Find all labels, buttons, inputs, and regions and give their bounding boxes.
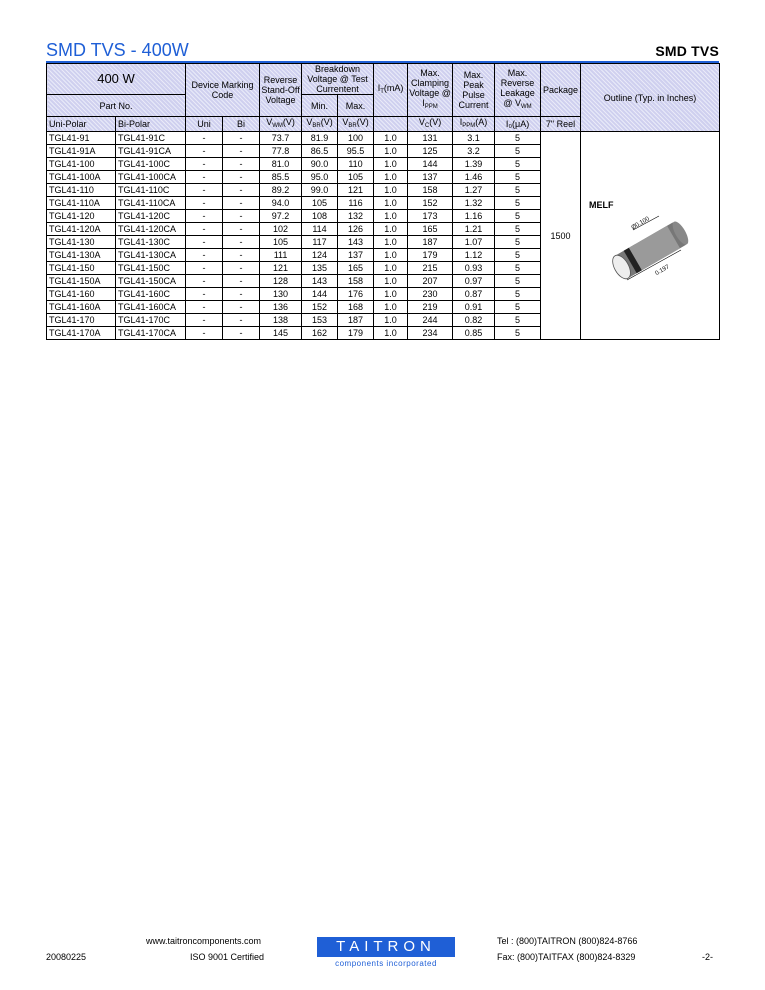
cell-marking-bi: - — [223, 210, 260, 223]
cell-ir: 5 — [495, 327, 541, 340]
unit-ir: I₀(μA) — [495, 117, 541, 132]
cell-vbr-min: 153 — [302, 314, 338, 327]
cell-bi-polar-part: TGL41-150CA — [116, 275, 186, 288]
cell-vc: 179 — [408, 249, 453, 262]
cell-vbr-max: 179 — [338, 327, 374, 340]
cell-ippm: 0.82 — [453, 314, 495, 327]
cell-it: 1.0 — [374, 327, 408, 340]
cell-marking-bi: - — [223, 132, 260, 145]
table-row — [47, 132, 720, 145]
cell-it: 1.0 — [374, 314, 408, 327]
footer-date: 20080225 — [46, 952, 87, 962]
cell-vc: 234 — [408, 327, 453, 340]
outline-drawing-cell — [581, 132, 720, 340]
footer-website[interactable]: www.taitroncomponents.com — [146, 936, 262, 946]
cell-ir: 5 — [495, 210, 541, 223]
unit-it-blank — [374, 117, 408, 132]
cell-bi-polar-part: TGL41-120CA — [116, 223, 186, 236]
cell-ippm: 1.39 — [453, 158, 495, 171]
cell-it: 1.0 — [374, 158, 408, 171]
cell-ir: 5 — [495, 236, 541, 249]
cell-vc: 173 — [408, 210, 453, 223]
cell-vbr-max: 100 — [338, 132, 374, 145]
cell-vwm: 73.7 — [260, 132, 302, 145]
cell-vbr-max: 168 — [338, 301, 374, 314]
cell-marking-bi: - — [223, 223, 260, 236]
cell-it: 1.0 — [374, 301, 408, 314]
cell-bi-polar-part: TGL41-130C — [116, 236, 186, 249]
header-device-marking: Device Marking Code — [186, 64, 260, 117]
cell-vbr-max: 165 — [338, 262, 374, 275]
cell-vc: 131 — [408, 132, 453, 145]
cell-uni-polar-part: TGL41-100A — [47, 171, 116, 184]
cell-vbr-max: 187 — [338, 314, 374, 327]
cell-ippm: 3.1 — [453, 132, 495, 145]
cell-vwm: 97.2 — [260, 210, 302, 223]
header-reverse-standoff: Reverse Stand-Off Voltage — [260, 64, 302, 117]
cell-uni-polar-part: TGL41-130A — [47, 249, 116, 262]
cell-vc: 152 — [408, 197, 453, 210]
cell-marking-uni: - — [186, 288, 223, 301]
cell-ippm: 1.16 — [453, 210, 495, 223]
cell-vwm: 128 — [260, 275, 302, 288]
cell-it: 1.0 — [374, 288, 408, 301]
cell-ippm: 0.87 — [453, 288, 495, 301]
outline-name: MELF — [589, 200, 614, 210]
table-body — [47, 132, 720, 340]
cell-marking-bi: - — [223, 301, 260, 314]
cell-vc: 144 — [408, 158, 453, 171]
cell-vbr-min: 86.5 — [302, 145, 338, 158]
unit-reel: 7" Reel — [541, 117, 581, 132]
header-bi: Bi — [223, 117, 260, 132]
cell-it: 1.0 — [374, 262, 408, 275]
cell-ippm: 0.91 — [453, 301, 495, 314]
cell-vbr-min: 81.9 — [302, 132, 338, 145]
taitron-logo: TAITRON — [317, 937, 455, 957]
cell-uni-polar-part: TGL41-110A — [47, 197, 116, 210]
footer-fax: Fax: (800)TAITFAX (800)824-8329 — [497, 952, 636, 962]
cell-it: 1.0 — [374, 275, 408, 288]
cell-marking-bi: - — [223, 327, 260, 340]
cell-vwm: 121 — [260, 262, 302, 275]
cell-vbr-min: 144 — [302, 288, 338, 301]
cell-ippm: 0.93 — [453, 262, 495, 275]
cell-marking-bi: - — [223, 288, 260, 301]
cell-vbr-max: 105 — [338, 171, 374, 184]
cell-vbr-max: 126 — [338, 223, 374, 236]
header-min: Min. — [302, 95, 338, 117]
cell-bi-polar-part: TGL41-120C — [116, 210, 186, 223]
cell-bi-polar-part: TGL41-170CA — [116, 327, 186, 340]
header-max-clamping: Max. Clamping Voltage @ $I_{PPM}$ — [408, 64, 453, 117]
header-uni: Uni — [186, 117, 223, 132]
cell-marking-uni: - — [186, 132, 223, 145]
cell-ir: 5 — [495, 197, 541, 210]
unit-vbr-min: $V_{BR}(V)$ — [302, 117, 338, 132]
cell-it: 1.0 — [374, 210, 408, 223]
cell-marking-uni: - — [186, 158, 223, 171]
cell-marking-bi: - — [223, 171, 260, 184]
cell-vwm: 145 — [260, 327, 302, 340]
cell-vbr-min: 117 — [302, 236, 338, 249]
cell-ir: 5 — [495, 158, 541, 171]
cell-vwm: 105 — [260, 236, 302, 249]
cell-ir: 5 — [495, 223, 541, 236]
cell-marking-bi: - — [223, 262, 260, 275]
cell-vbr-min: 90.0 — [302, 158, 338, 171]
cell-vbr-min: 152 — [302, 301, 338, 314]
cell-bi-polar-part: TGL41-150C — [116, 262, 186, 275]
cell-vwm: 138 — [260, 314, 302, 327]
cell-ippm: 1.21 — [453, 223, 495, 236]
page-number: -2- — [702, 952, 713, 962]
cell-uni-polar-part: TGL41-170A — [47, 327, 116, 340]
cell-bi-polar-part: TGL41-110CA — [116, 197, 186, 210]
footer-iso: ISO 9001 Certified — [190, 952, 265, 962]
cell-ir: 5 — [495, 249, 541, 262]
cell-vwm: 111 — [260, 249, 302, 262]
cell-ippm: 0.85 — [453, 327, 495, 340]
cell-ir: 5 — [495, 171, 541, 184]
cell-ir: 5 — [495, 275, 541, 288]
cell-vbr-max: 176 — [338, 288, 374, 301]
cell-marking-bi: - — [223, 236, 260, 249]
header-package: Package — [541, 64, 581, 117]
cell-vc: 137 — [408, 171, 453, 184]
cell-it: 1.0 — [374, 145, 408, 158]
cell-marking-uni: - — [186, 314, 223, 327]
cell-ir: 5 — [495, 184, 541, 197]
cell-marking-bi: - — [223, 197, 260, 210]
cell-uni-polar-part: TGL41-160A — [47, 301, 116, 314]
cell-vbr-max: 137 — [338, 249, 374, 262]
cell-ippm: 1.12 — [453, 249, 495, 262]
cell-bi-polar-part: TGL41-130CA — [116, 249, 186, 262]
cell-uni-polar-part: TGL41-170 — [47, 314, 116, 327]
taitron-logo-subtitle: components incorporated — [335, 959, 437, 968]
header-reverse-leakage: Max. Reverse Leakage @ $V_{WM}$ — [495, 64, 541, 117]
unit-vwm: $V_{WM}(V)$ — [260, 117, 302, 132]
cell-vc: 125 — [408, 145, 453, 158]
cell-vbr-min: 124 — [302, 249, 338, 262]
cell-uni-polar-part: TGL41-91 — [47, 132, 116, 145]
cell-marking-uni: - — [186, 145, 223, 158]
cell-ir: 5 — [495, 145, 541, 158]
power-rating: 400 W — [47, 64, 186, 95]
cell-it: 1.0 — [374, 184, 408, 197]
cell-vbr-max: 110 — [338, 158, 374, 171]
dim-length: 0.197 — [654, 264, 671, 277]
cell-uni-polar-part: TGL41-110 — [47, 184, 116, 197]
cell-vc: 219 — [408, 301, 453, 314]
unit-ippm: $I_{PPM}(A)$ — [453, 117, 495, 132]
cell-it: 1.0 — [374, 249, 408, 262]
cell-uni-polar-part: TGL41-100 — [47, 158, 116, 171]
cell-vbr-min: 162 — [302, 327, 338, 340]
cell-it: 1.0 — [374, 132, 408, 145]
cell-marking-uni: - — [186, 171, 223, 184]
cell-marking-uni: - — [186, 327, 223, 340]
cell-bi-polar-part: TGL41-160CA — [116, 301, 186, 314]
package-quantity: 1500 — [541, 132, 581, 340]
cell-vc: 244 — [408, 314, 453, 327]
cell-bi-polar-part: TGL41-100C — [116, 158, 186, 171]
header-max: Max. — [338, 95, 374, 117]
cell-uni-polar-part: TGL41-120 — [47, 210, 116, 223]
cell-it: 1.0 — [374, 171, 408, 184]
cell-marking-uni: - — [186, 249, 223, 262]
cell-vbr-max: 143 — [338, 236, 374, 249]
cell-marking-bi: - — [223, 158, 260, 171]
cell-marking-uni: - — [186, 184, 223, 197]
cell-marking-uni: - — [186, 262, 223, 275]
cell-marking-bi: - — [223, 314, 260, 327]
cell-vbr-max: 158 — [338, 275, 374, 288]
cell-uni-polar-part: TGL41-130 — [47, 236, 116, 249]
cell-vwm: 136 — [260, 301, 302, 314]
cell-it: 1.0 — [374, 236, 408, 249]
cell-bi-polar-part: TGL41-100CA — [116, 171, 186, 184]
section-brand: SMD TVS — [655, 43, 719, 59]
cell-ippm: 1.07 — [453, 236, 495, 249]
cell-ir: 5 — [495, 132, 541, 145]
cell-uni-polar-part: TGL41-160 — [47, 288, 116, 301]
header-breakdown-voltage: Breakdown Voltage @ Test Currentent — [302, 64, 374, 95]
cell-vc: 158 — [408, 184, 453, 197]
cell-vwm: 102 — [260, 223, 302, 236]
header-it: $I_T(mA)$ — [374, 64, 408, 117]
cell-it: 1.0 — [374, 223, 408, 236]
cell-vc: 207 — [408, 275, 453, 288]
cell-marking-uni: - — [186, 223, 223, 236]
cell-uni-polar-part: TGL41-120A — [47, 223, 116, 236]
cell-vc: 230 — [408, 288, 453, 301]
cell-ippm: 1.27 — [453, 184, 495, 197]
cell-vwm: 94.0 — [260, 197, 302, 210]
cell-bi-polar-part: TGL41-160C — [116, 288, 186, 301]
header-outline: Outline (Typ. in Inches) — [581, 64, 720, 132]
cell-vbr-min: 135 — [302, 262, 338, 275]
cell-ippm: 0.97 — [453, 275, 495, 288]
cell-marking-uni: - — [186, 236, 223, 249]
cell-ir: 5 — [495, 288, 541, 301]
cell-ippm: 3.2 — [453, 145, 495, 158]
cell-ir: 5 — [495, 301, 541, 314]
cell-marking-uni: - — [186, 210, 223, 223]
cell-uni-polar-part: TGL41-150A — [47, 275, 116, 288]
cell-vwm: 85.5 — [260, 171, 302, 184]
cell-marking-uni: - — [186, 275, 223, 288]
cell-ippm: 1.32 — [453, 197, 495, 210]
unit-vbr-max: $V_{BR}(V)$ — [338, 117, 374, 132]
cell-marking-bi: - — [223, 145, 260, 158]
cell-bi-polar-part: TGL41-91CA — [116, 145, 186, 158]
cell-ir: 5 — [495, 314, 541, 327]
cell-vbr-min: 99.0 — [302, 184, 338, 197]
cell-ippm: 1.46 — [453, 171, 495, 184]
cell-vc: 187 — [408, 236, 453, 249]
cell-vwm: 130 — [260, 288, 302, 301]
cell-bi-polar-part: TGL41-91C — [116, 132, 186, 145]
cell-vc: 215 — [408, 262, 453, 275]
footer-tel: Tel : (800)TAITRON (800)824-8766 — [497, 936, 638, 946]
cell-vbr-min: 95.0 — [302, 171, 338, 184]
cell-vbr-min: 108 — [302, 210, 338, 223]
cell-vbr-max: 132 — [338, 210, 374, 223]
cell-vwm: 89.2 — [260, 184, 302, 197]
unit-vc: $V_C(V)$ — [408, 117, 453, 132]
header-peak-pulse: Max. Peak Pulse Current — [453, 64, 495, 117]
cell-vbr-min: 114 — [302, 223, 338, 236]
header-bi-polar: Bi-Polar — [116, 117, 186, 132]
cell-vbr-min: 105 — [302, 197, 338, 210]
cell-marking-bi: - — [223, 249, 260, 262]
cell-bi-polar-part: TGL41-110C — [116, 184, 186, 197]
header-uni-polar: Uni-Polar — [47, 117, 116, 132]
cell-vbr-max: 116 — [338, 197, 374, 210]
cell-vbr-min: 143 — [302, 275, 338, 288]
cell-it: 1.0 — [374, 197, 408, 210]
cell-ir: 5 — [495, 262, 541, 275]
page-title: SMD TVS - 400W — [46, 40, 189, 60]
cell-marking-uni: - — [186, 301, 223, 314]
cell-uni-polar-part: TGL41-150 — [47, 262, 116, 275]
cell-vc: 165 — [408, 223, 453, 236]
dim-diameter: Ø0.100 — [630, 216, 651, 232]
cell-vbr-max: 95.5 — [338, 145, 374, 158]
spec-table — [46, 63, 720, 340]
header-part-no: Part No. — [47, 95, 186, 117]
cell-marking-uni: - — [186, 197, 223, 210]
cell-vwm: 81.0 — [260, 158, 302, 171]
cell-vwm: 77.8 — [260, 145, 302, 158]
cell-marking-bi: - — [223, 184, 260, 197]
cell-bi-polar-part: TGL41-170C — [116, 314, 186, 327]
melf-package-drawing — [581, 132, 718, 340]
cell-uni-polar-part: TGL41-91A — [47, 145, 116, 158]
cell-marking-bi: - — [223, 275, 260, 288]
cell-vbr-max: 121 — [338, 184, 374, 197]
